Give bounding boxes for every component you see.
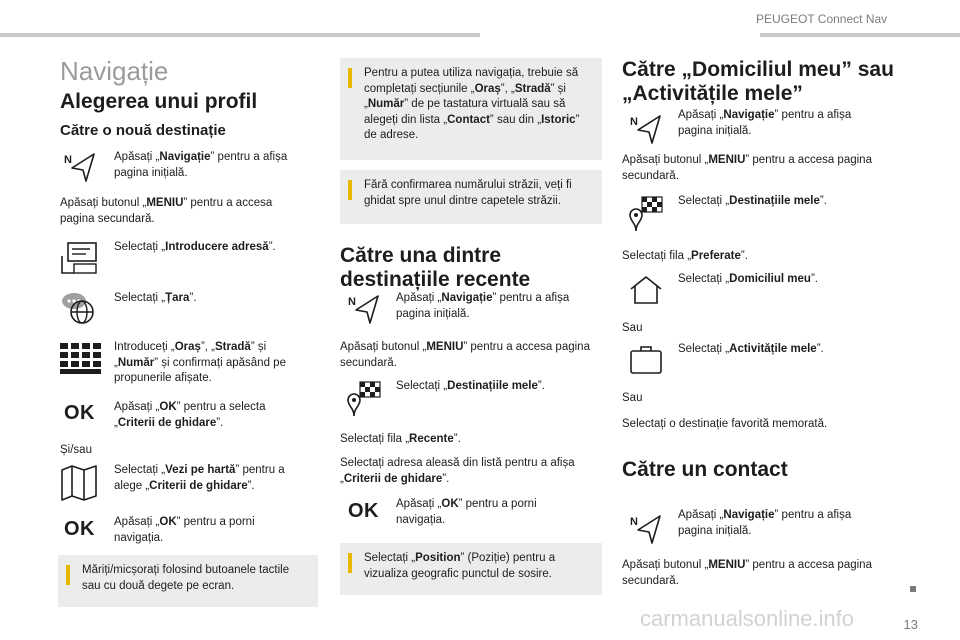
c3-step1: Apăsați „Navigație” pentru a afișa pagina inițială. xyxy=(678,109,852,137)
c3-step4: Selectați „Domiciliul meu”. xyxy=(678,273,818,285)
svg-text:N: N xyxy=(348,296,356,308)
c1-step1: Apăsați „Navigație” pentru a afișa pagina inițială. xyxy=(114,151,288,179)
c3-or1: Sau xyxy=(622,322,643,334)
c3-step2: Selectați „Destinațiile mele”. xyxy=(678,195,827,207)
c3-step7: Apăsați „Navigație” pentru a afișa pagina inițială. xyxy=(678,509,852,537)
heading-recent: Către una dintre destinațiile recente xyxy=(340,244,531,291)
map-icon xyxy=(60,464,98,502)
navigation-icon xyxy=(628,512,664,546)
info-icon xyxy=(348,180,352,200)
info-icon xyxy=(348,68,352,88)
subheading-new-destination: Către o nouă destinație xyxy=(60,122,226,139)
c3-menu2-text: Apăsați butonul „MENIU” pentru a accesa pagina secundară. xyxy=(622,559,872,587)
c3-menu-text: Apăsați butonul „MENIU” pentru a accesa pagina secundară. xyxy=(622,154,872,182)
header-rule-left xyxy=(0,33,480,37)
c2-note2: Fără confirmarea numărului străzii, veți fi ghidat spre unul dintre capetele străzii. xyxy=(340,170,602,224)
c2-step5: Apăsați „OK” pentru a porni navigația. xyxy=(396,498,537,526)
c3-step5: Selectați „Activitățile mele”. xyxy=(678,343,824,355)
c1-menu-text: Apăsați butonul „MENIU” pentru a accesa pagina secundară. xyxy=(60,197,273,225)
heading-home-work: Către „Domiciliul meu” sau „Activitățile mele” xyxy=(622,58,894,105)
briefcase-icon xyxy=(628,343,664,375)
c2-note1: Pentru a putea utiliza navigația, trebuie să completați secțiunile „Oraș”, „Stradă” și „Număr” de pe tastatura virtuală sau să alegeți din lista „Contact” sau din „Istoric” de adrese. xyxy=(340,58,602,160)
c1-step2: Selectați „Introducere adresă”. xyxy=(114,241,276,253)
info-icon xyxy=(66,565,70,585)
c2-step2: Selectați „Destinațiile mele”. xyxy=(396,380,545,392)
destinations-icon xyxy=(626,195,666,233)
destinations-icon xyxy=(344,380,384,418)
c1-step6: Selectați „Vezi pe hartă” pentru a alege „Criterii de ghidare”. xyxy=(114,464,285,492)
c1-step7: Apăsați „OK” pentru a porni navigația. xyxy=(114,516,255,544)
heading-contact: Către un contact xyxy=(622,458,788,481)
ok-icon: OK xyxy=(348,500,379,522)
c1-note: Măriți/micșorați folosind butoanele tactile sau cu două degete pe ecran. xyxy=(58,555,318,607)
c1-step4: Introduceți „Oraș”, „Stradă” și „Număr” și confirmați apăsând pe propunerile afișate. xyxy=(114,341,286,384)
svg-text:N: N xyxy=(630,516,638,528)
header-rule-right xyxy=(760,33,960,37)
heading-profile: Alegerea unui profil xyxy=(60,90,258,113)
c3-step3: Selectați fila „Preferate”. xyxy=(622,250,748,262)
info-icon xyxy=(348,553,352,573)
svg-text:N: N xyxy=(630,116,638,128)
navigation-icon xyxy=(628,112,664,146)
ok-icon: OK xyxy=(64,402,95,424)
c2-menu-text: Apăsați butonul „MENIU” pentru a accesa pagina secundară. xyxy=(340,341,590,369)
navigation-icon xyxy=(62,150,98,184)
ok-icon: OK xyxy=(64,518,95,540)
c3-step6: Selectați o destinație favorită memorată. xyxy=(622,418,828,430)
c2-note3: Selectați „Position” (Poziție) pentru a vizualiza geografic punctul de sosire. xyxy=(340,543,602,595)
c2-step4: Selectați adresa aleasă din listă pentru a afișa „Criterii de ghidare”. xyxy=(340,457,575,485)
c3-or2: Sau xyxy=(622,392,643,404)
home-icon xyxy=(628,274,664,306)
c1-step3: Selectați „Țara”. xyxy=(114,292,197,304)
navigation-icon xyxy=(346,292,382,326)
c1-or: Și/sau xyxy=(60,444,92,456)
section-title: Navigație xyxy=(60,56,169,86)
country-icon xyxy=(60,290,100,326)
address-entry-icon xyxy=(60,240,100,276)
watermark: carmanualsonline.info xyxy=(640,606,855,631)
keyboard-icon xyxy=(60,343,102,375)
svg-text:N: N xyxy=(64,154,72,166)
c1-step5: Apăsați „OK” pentru a selecta „Criterii de ghidare”. xyxy=(114,401,266,429)
page-number: 13 xyxy=(903,617,918,632)
c2-step1: Apăsați „Navigație” pentru a afișa pagina inițială. xyxy=(396,292,570,320)
c2-step3: Selectați fila „Recente”. xyxy=(340,433,461,445)
page-marker xyxy=(910,586,916,592)
header-title: PEUGEOT Connect Nav xyxy=(756,12,888,26)
